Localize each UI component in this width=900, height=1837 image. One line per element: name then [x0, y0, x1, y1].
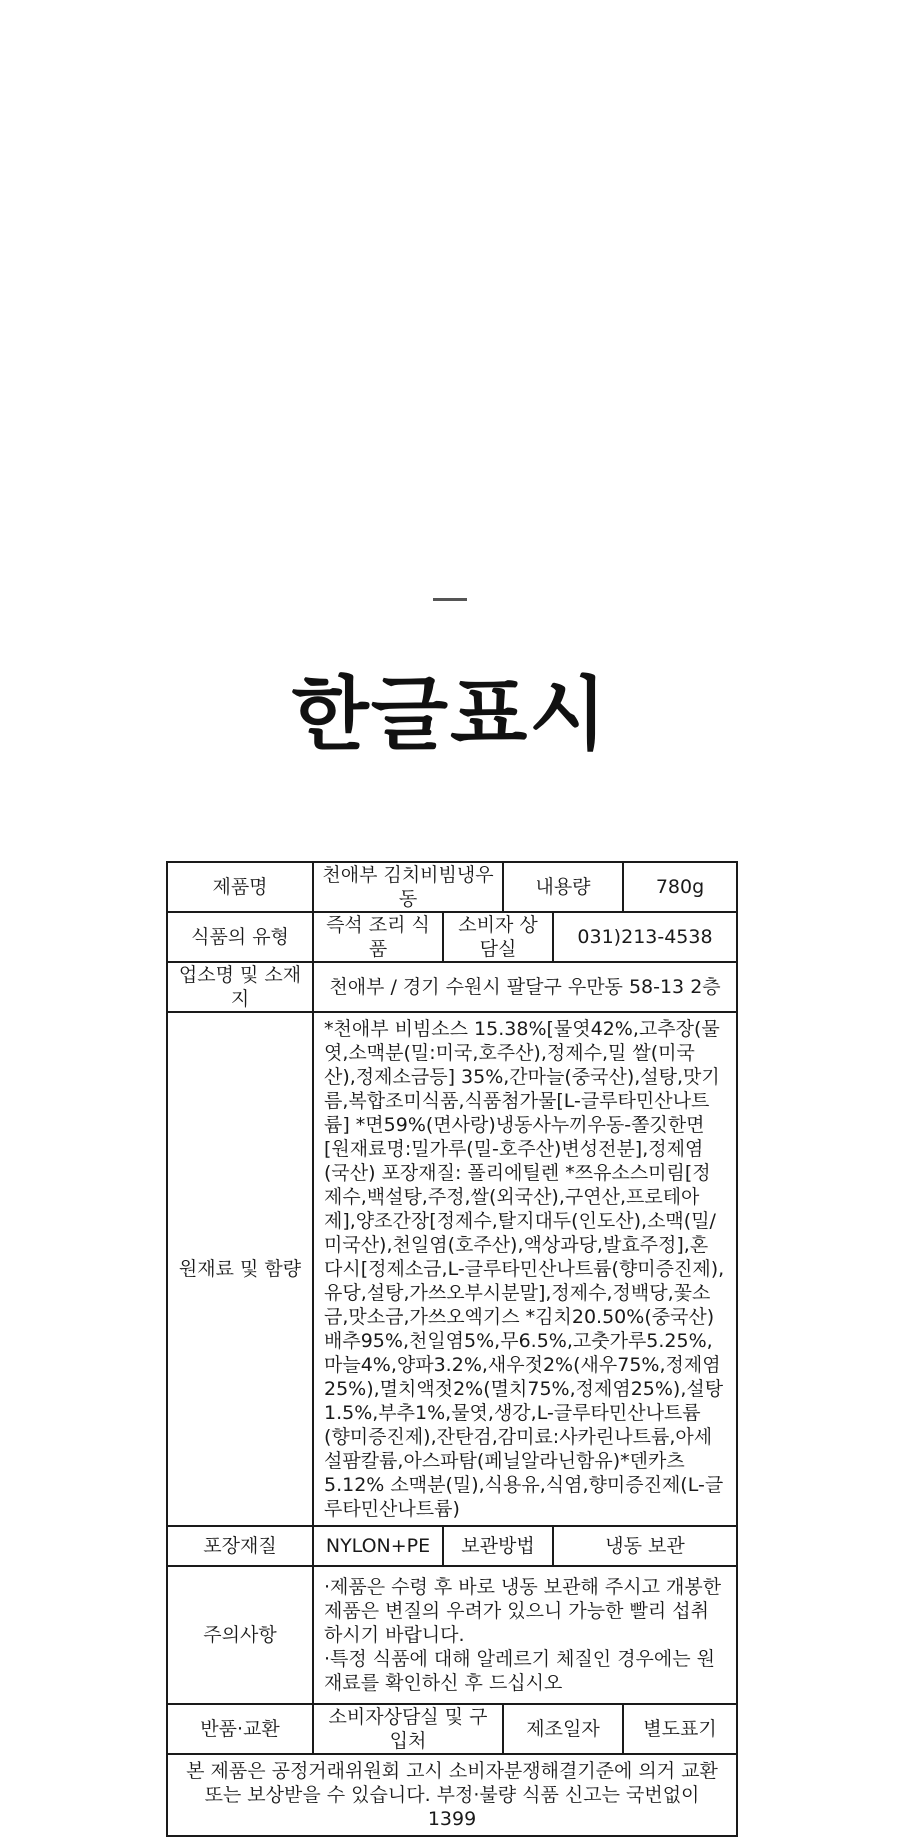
consumer-phone: 031)213-4538: [553, 912, 737, 962]
volume-value: 780g: [623, 862, 737, 912]
caution-line-1: ·제품은 수령 후 바로 냉동 보관해 주시고 개봉한 제품은 변질의 우려가 있으니 가능한 빨리 섭취하시기 바랍니다.: [324, 1576, 722, 1646]
ingredients-value: *천애부 비빔소스 15.38%[물엿42%,고추장(물엿,소맥분(밀:미국,호주산),정제수,밀 쌀(미국산),정제소금등] 35%,간마늘(중국산),설탕,맛기름,복합조미식품,식품첨가물[L-글루타민산나트륨] *면59%(면사랑)냉동사누끼우동-쫄깃한면[원재료명:밀가루(밀-호주산)변성전분],정제염(국산) 포장재질: 폴리에틸렌 *쯔유소스미림[정제수,백설탕,주정,쌀(외국산),구연산,프로테아제],양조간장[정제수,탈지대두(인도산),소맥(밀/미국산),천일염(호주산),액상과당,발효주정],혼다시[정제소금,L-글루타민산나트륨(향미증진제),유당,설탕,가쓰오부시분말],정제수,정백당,꽃소금,맛소금,가쓰오엑기스 *김치20.50%(중국산)배추95%,천일염5%,무6.5%,고춧가루5.25%,마늘4%,양파3.2%,새우젓2%(새우75%,정제염25%),멸치액젓2%(멸치75%,정제염25%),설탕1.5%,부추1%,물엿,생강,L-글루타민산나트륨(향미증진제),잔탄검,감미료:사카린나트륨,아세설팜칼륨,아스파탐(페닐알라닌함유)*덴카츠5.12% 소맥분(밀),식용유,식염,향미증진제(L-글루타민산나트륨): [313, 1012, 737, 1526]
notice-text: 본 제품은 공정거래위원회 고시 소비자분쟁해결기준에 의거 교환 또는 보상받을 수 있습니다. 부정·불량 식품 신고는 국번없이 1399: [167, 1754, 737, 1836]
food-type-value: 즉석 조리 식품: [313, 912, 443, 962]
caution-label: 주의사항: [167, 1566, 313, 1704]
company-value: 천애부 / 경기 수원시 팔달구 우만동 58-13 2층: [313, 962, 737, 1012]
product-name-value: 천애부 김치비빔냉우동: [313, 862, 503, 912]
return-label: 반품·교환: [167, 1704, 313, 1754]
packaging-value: NYLON+PE: [313, 1526, 443, 1566]
product-name-label: 제품명: [167, 862, 313, 912]
divider-dash: [433, 598, 467, 601]
food-type-label: 식품의 유형: [167, 912, 313, 962]
caution-value: [313, 1566, 737, 1704]
storage-label: 보관방법: [443, 1526, 553, 1566]
consumer-label: 소비자 상담실: [443, 912, 553, 962]
company-label: 업소명 및 소재지: [167, 962, 313, 1012]
packaging-label: 포장재질: [167, 1526, 313, 1566]
volume-label: 내용량: [503, 862, 623, 912]
return-value: 소비자상담실 및 구입처: [313, 1704, 503, 1754]
ingredients-label: 원재료 및 함량: [167, 1012, 313, 1526]
mfg-label: 제조일자: [503, 1704, 623, 1754]
food-label-table: [166, 861, 738, 1837]
storage-value: 냉동 보관: [553, 1526, 737, 1566]
mfg-value: 별도표기: [623, 1704, 737, 1754]
page-title: 한글표시: [291, 668, 609, 761]
caution-line-2: ·특정 식품에 대해 알레르기 체질인 경우에는 원재료를 확인하신 후 드십시오: [324, 1648, 716, 1694]
